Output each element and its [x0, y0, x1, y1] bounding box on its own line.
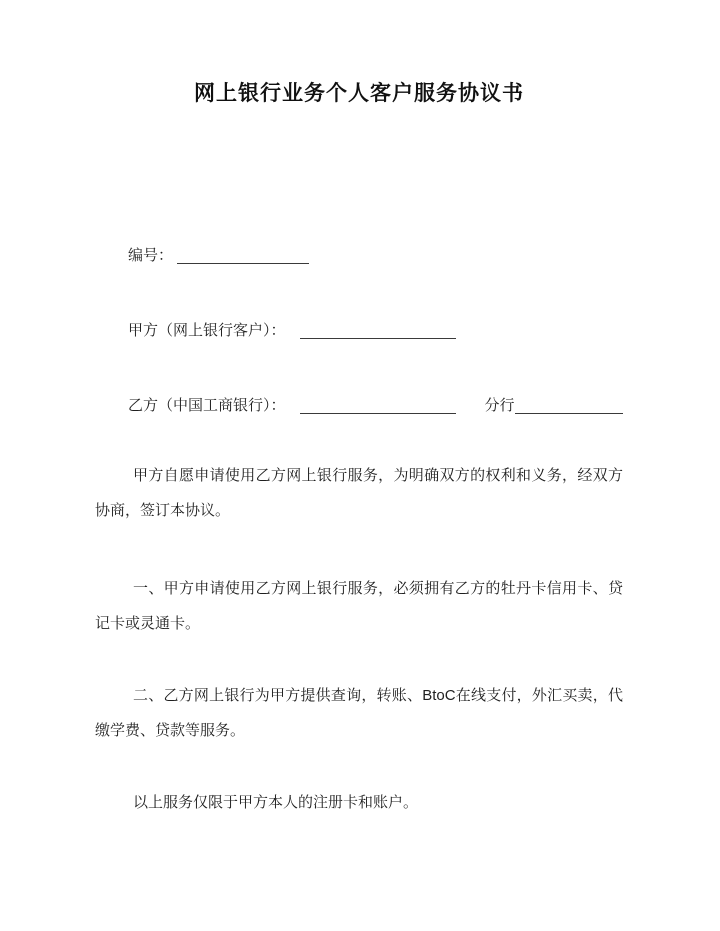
party-b-field-row [95, 388, 623, 423]
party-a-field-row [95, 313, 623, 348]
document-title: 网上银行业务个人客户服务协议书 [194, 82, 524, 105]
clause-2-paragraph: 二、乙方网上银行为甲方提供查询，转账、BtoC在线支付，外汇买卖，代缴学费、贷款等服务。 [95, 687, 623, 739]
party-b-label: 乙方（中国工商银行）： [128, 397, 286, 414]
scope-note-paragraph: 以上服务仅限于甲方本人的注册卡和账户。 [133, 794, 419, 811]
party-a-label: 甲方（网上银行客户）： [128, 322, 286, 339]
intro-paragraph: 甲方自愿申请使用乙方网上银行服务，为明确双方的权利和义务，经双方协商，签订本协议。 [95, 467, 623, 519]
party-a-blank-line[interactable] [300, 325, 456, 339]
party-b-blank-line[interactable] [300, 400, 456, 414]
branch-blank-line[interactable] [515, 400, 623, 414]
branch-label: 分行 [484, 397, 515, 414]
clause-1-paragraph: 一、甲方申请使用乙方网上银行服务，必须拥有乙方的牡丹卡信用卡、贷记卡或灵通卡。 [95, 580, 623, 632]
number-field-row [95, 238, 623, 273]
number-blank-line[interactable] [177, 250, 309, 264]
number-label: 编号： [128, 247, 174, 264]
